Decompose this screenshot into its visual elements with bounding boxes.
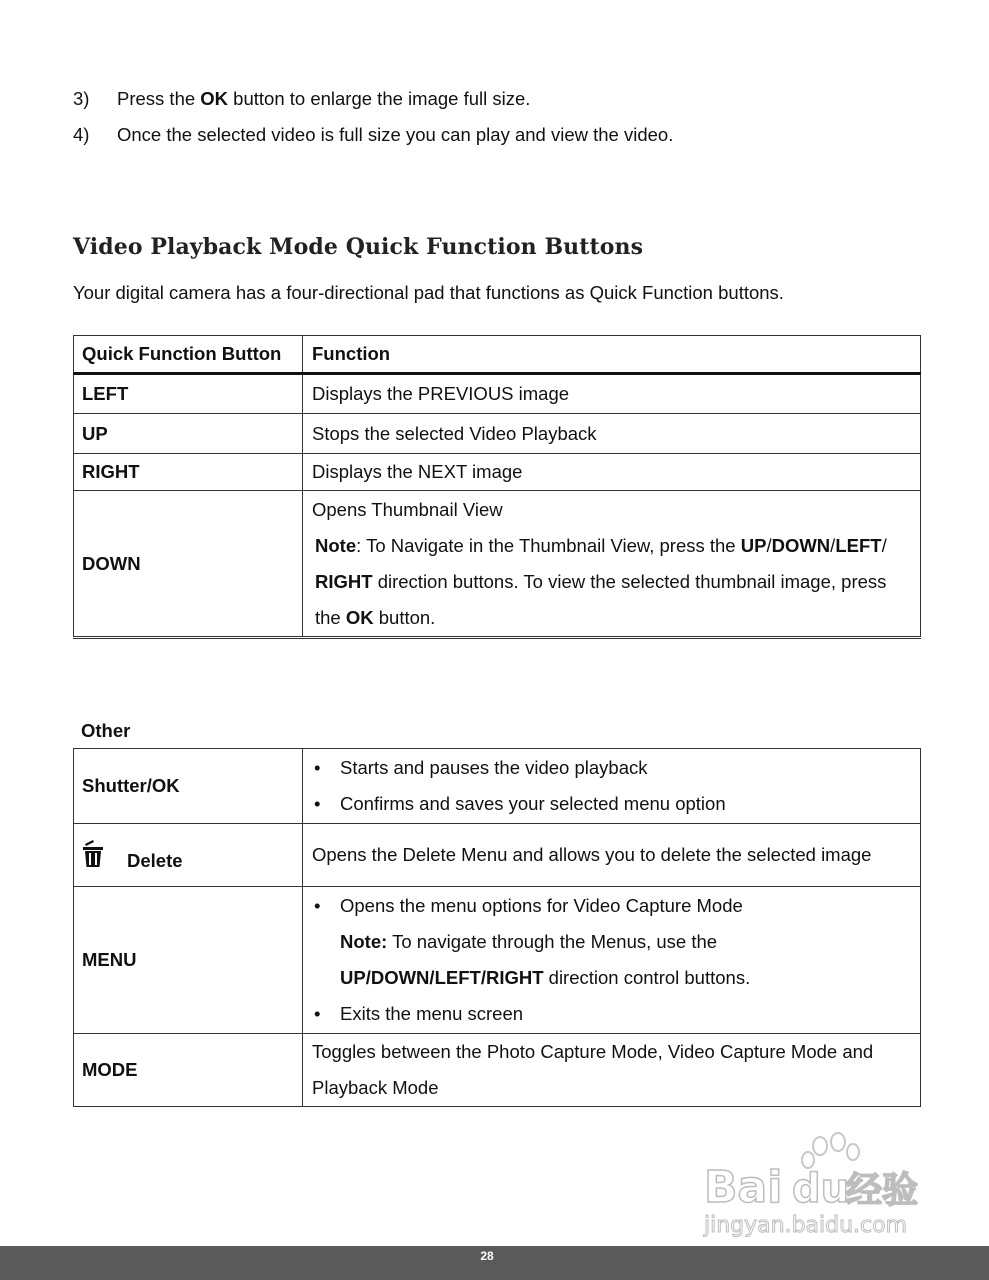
- button-name: MENU: [74, 887, 303, 1034]
- svg-text:Bai: Bai: [704, 1162, 783, 1213]
- page-number: 28: [480, 1249, 494, 1263]
- button-function: • Starts and pauses the video playback • Confirms and saves your selected menu option: [303, 749, 921, 824]
- step-text: Once the selected video is full size you can play and view the video.: [117, 124, 674, 145]
- button-function: Opens the Delete Menu and allows you to delete the selected image: [303, 824, 921, 887]
- button-name: RIGHT: [74, 454, 303, 491]
- table-row-mode: [74, 1034, 921, 1107]
- other-buttons-table: [73, 748, 921, 1107]
- button-function: Displays the NEXT image: [303, 454, 921, 491]
- button-name: DOWN: [74, 491, 303, 638]
- button-function: • Opens the menu options for Video Capture Mode Note: To navigate through the Menus, use the UP/DOWN/LEFT/RIGHT direction control buttons. • Exits the menu screen: [303, 887, 921, 1034]
- button-function: Toggles between the Photo Capture Mode, Video Capture Mode and Playback Mode: [303, 1034, 921, 1107]
- table-row: [74, 454, 921, 491]
- table-row-delete: [74, 824, 921, 887]
- trash-icon: [81, 838, 105, 868]
- header-button: Quick Function Button: [74, 336, 303, 374]
- table-row: [74, 374, 921, 414]
- quick-function-table: [73, 335, 921, 639]
- button-function: Displays the PREVIOUS image: [303, 374, 921, 414]
- steps-list: [73, 86, 933, 158]
- other-label: Other: [81, 720, 131, 741]
- header-function: Function: [303, 336, 921, 374]
- table-row: [74, 414, 921, 454]
- footer-bar: [0, 1246, 989, 1280]
- table-row-down: [74, 491, 921, 638]
- intro-paragraph: Your digital camera has a four-directional pad that functions as Quick Function buttons.: [73, 282, 784, 303]
- button-name: Delete: [127, 850, 183, 871]
- svg-text:jingyan.baidu.com: jingyan.baidu.com: [704, 1213, 908, 1238]
- section-heading: Video Playback Mode Quick Function Buttons: [73, 234, 644, 260]
- svg-text:经验: 经验: [846, 1170, 919, 1211]
- table-row-shutter: [74, 749, 921, 824]
- step-number: 3): [73, 88, 90, 109]
- step-3: [73, 86, 933, 122]
- step-text: Press the OK button to enlarge the image full size.: [117, 88, 531, 109]
- button-name: LEFT: [74, 374, 303, 414]
- step-number: 4): [73, 124, 90, 145]
- step-4: [73, 122, 933, 158]
- button-function: Stops the selected Video Playback: [303, 414, 921, 454]
- button-function: Opens Thumbnail View Note: To Navigate in the Thumbnail View, press the UP/DOWN/LEFT/ RIGHT direction buttons. To view the selected thumbnail image, press the OK button.: [303, 491, 921, 638]
- svg-text:du: du: [792, 1166, 850, 1212]
- baidu-watermark-logo: [702, 1132, 932, 1242]
- button-name: UP: [74, 414, 303, 454]
- table-row-menu: [74, 887, 921, 1034]
- button-name: Shutter/OK: [74, 749, 303, 824]
- button-name: MODE: [74, 1034, 303, 1107]
- button-name-cell: [74, 824, 303, 887]
